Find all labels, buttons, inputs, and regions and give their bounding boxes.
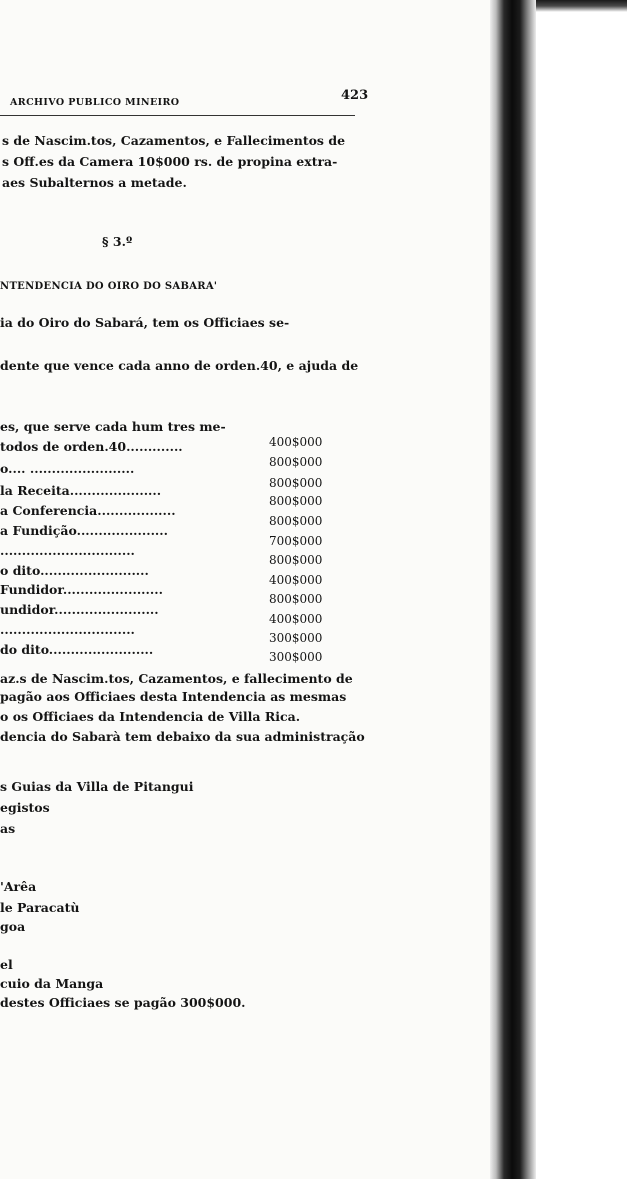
place-line: goa (0, 919, 26, 934)
list-item: undidor........................ (0, 602, 159, 617)
running-title: ARCHIVO PUBLICO MINEIRO (10, 97, 180, 108)
amount: 700$000 (269, 534, 323, 548)
list-item: o dito......................... (0, 563, 149, 578)
section-heading: NTENDENCIA DO OIRO DO SABARA' (0, 281, 218, 292)
place-line: le Paracatù (0, 900, 80, 915)
list-item: a Conferencia.................. (0, 503, 176, 518)
list-item: ............................... (0, 622, 135, 637)
list-item: do dito........................ (0, 642, 154, 657)
paragraph-line: s Off.es da Camera 10$000 rs. de propina extra- (2, 154, 338, 169)
place-line: cuio da Manga (0, 976, 104, 991)
paragraph-line: pagão aos Officiaes desta Intendencia as mesmas (0, 689, 347, 704)
header-rule (0, 115, 355, 116)
amount: 300$000 (269, 631, 323, 645)
list-item: ............................... (0, 543, 135, 558)
place-line: 'Arêa (0, 879, 37, 894)
amount: 800$000 (269, 455, 323, 469)
place-line: egistos (0, 800, 50, 815)
list-item: todos de orden.40............. (0, 439, 183, 454)
place-line: el (0, 957, 13, 972)
list-item: Fundidor....................... (0, 582, 163, 597)
paragraph-line: dencia do Sabarà tem debaixo da sua administração (0, 729, 365, 744)
amount: 400$000 (269, 573, 323, 587)
place-line: s Guias da Villa de Pitangui (0, 779, 194, 794)
amount: 800$000 (269, 553, 323, 567)
paragraph-line: dente que vence cada anno de orden.40, e ajuda de (0, 358, 359, 373)
list-item: la Receita..................... (0, 483, 162, 498)
list-item: a Fundição..................... (0, 523, 168, 538)
paragraph-line: az.s de Nascim.tos, Cazamentos, e fallecimento de (0, 671, 353, 686)
list-item: o.... ........................ (0, 461, 135, 476)
amount: 300$000 (269, 650, 323, 664)
amount: 800$000 (269, 476, 323, 490)
paragraph-line: es, que serve cada hum tres me- (0, 419, 226, 434)
place-line: as (0, 821, 16, 836)
amount: 800$000 (269, 494, 323, 508)
paragraph-line: aes Subalternos a metade. (2, 175, 187, 190)
page-number: 423 (341, 88, 369, 103)
place-line: destes Officiaes se pagão 300$000. (0, 995, 246, 1010)
paragraph-line: o os Officiaes da Intendencia de Villa Rica. (0, 709, 301, 724)
amount: 400$000 (269, 435, 323, 449)
amount: 400$000 (269, 612, 323, 626)
amount: 800$000 (269, 592, 323, 606)
paragraph-line: s de Nascim.tos, Cazamentos, e Fallecimentos de (2, 133, 346, 148)
amount: 800$000 (269, 514, 323, 528)
section-number: § 3.º (102, 234, 133, 249)
paragraph-line: ia do Oiro do Sabará, tem os Officiaes se- (0, 315, 290, 330)
binding-edge (536, 0, 627, 12)
book-spine-shadow (490, 0, 536, 1179)
